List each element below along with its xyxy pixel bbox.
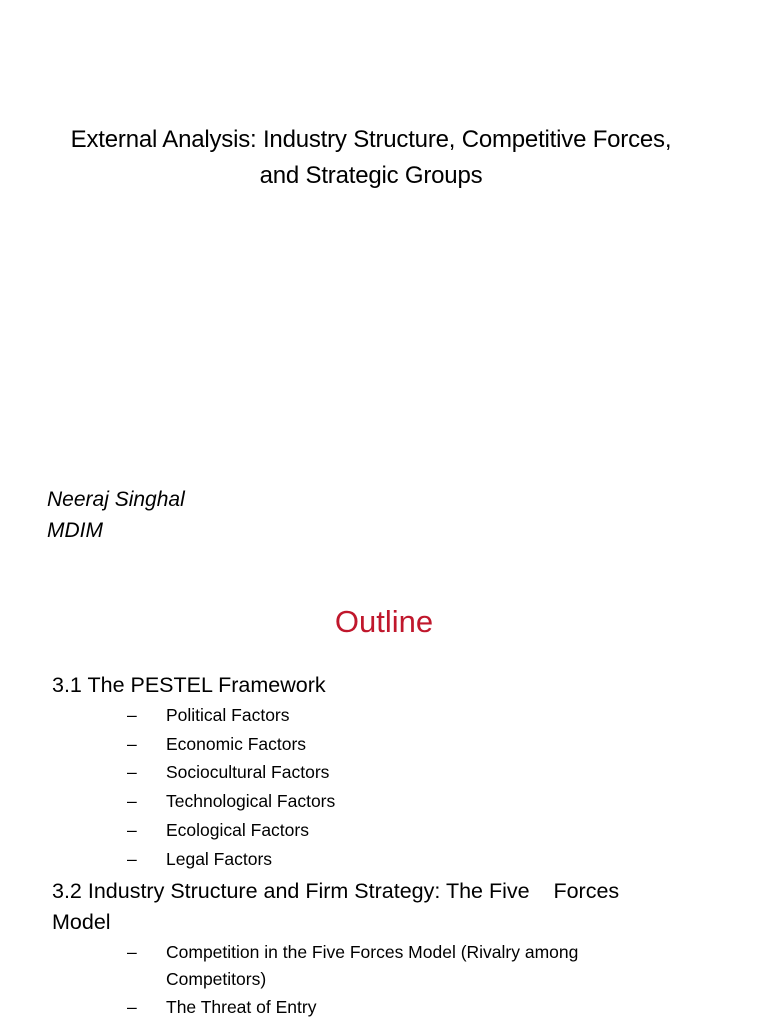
dash-bullet: – <box>127 734 137 754</box>
outline-title: Outline <box>334 604 434 639</box>
author-organization: MDIM <box>47 519 103 542</box>
list-item-text: Political Factors <box>166 705 290 725</box>
section-heading-five-forces <box>52 876 692 938</box>
list-item-text: Economic Factors <box>166 734 307 754</box>
list-item <box>127 939 647 993</box>
list-item-text: Legal Factors <box>166 849 273 869</box>
list-item <box>127 731 647 758</box>
section-heading-line-1: 3.2 Industry Structure and Firm Strategy: The Five Forces <box>52 879 620 903</box>
list-item <box>127 702 647 729</box>
section-heading-pestel: 3.1 The PESTEL Framework <box>52 673 326 697</box>
dash-bullet: – <box>127 942 137 962</box>
list-item <box>127 994 647 1021</box>
slide-title <box>14 122 728 194</box>
list-item-text: Ecological Factors <box>166 820 309 840</box>
list-item-text: The Threat of Entry <box>166 997 317 1017</box>
dash-bullet: – <box>127 791 137 811</box>
dash-bullet: – <box>127 849 137 869</box>
list-item-text: Sociocultural Factors <box>166 762 330 782</box>
dash-bullet: – <box>127 762 137 782</box>
dash-bullet: – <box>127 705 137 725</box>
slide-title-line-2: and Strategic Groups <box>259 162 483 189</box>
slide-title-line-1: External Analysis: Industry Structure, Competitive Forces, <box>70 126 672 153</box>
list-item <box>127 817 647 844</box>
list-item <box>127 846 647 873</box>
list-item-text: Competition in the Five Forces Model (Rivalry among Competitors) <box>166 942 579 989</box>
section-heading-line-2: Model <box>52 910 111 934</box>
list-item <box>127 759 647 786</box>
dash-bullet: – <box>127 820 137 840</box>
author-name: Neeraj Singhal <box>47 488 185 511</box>
list-item <box>127 788 647 815</box>
list-item-text: Technological Factors <box>166 791 336 811</box>
dash-bullet: – <box>127 997 137 1017</box>
author-block <box>47 484 185 546</box>
